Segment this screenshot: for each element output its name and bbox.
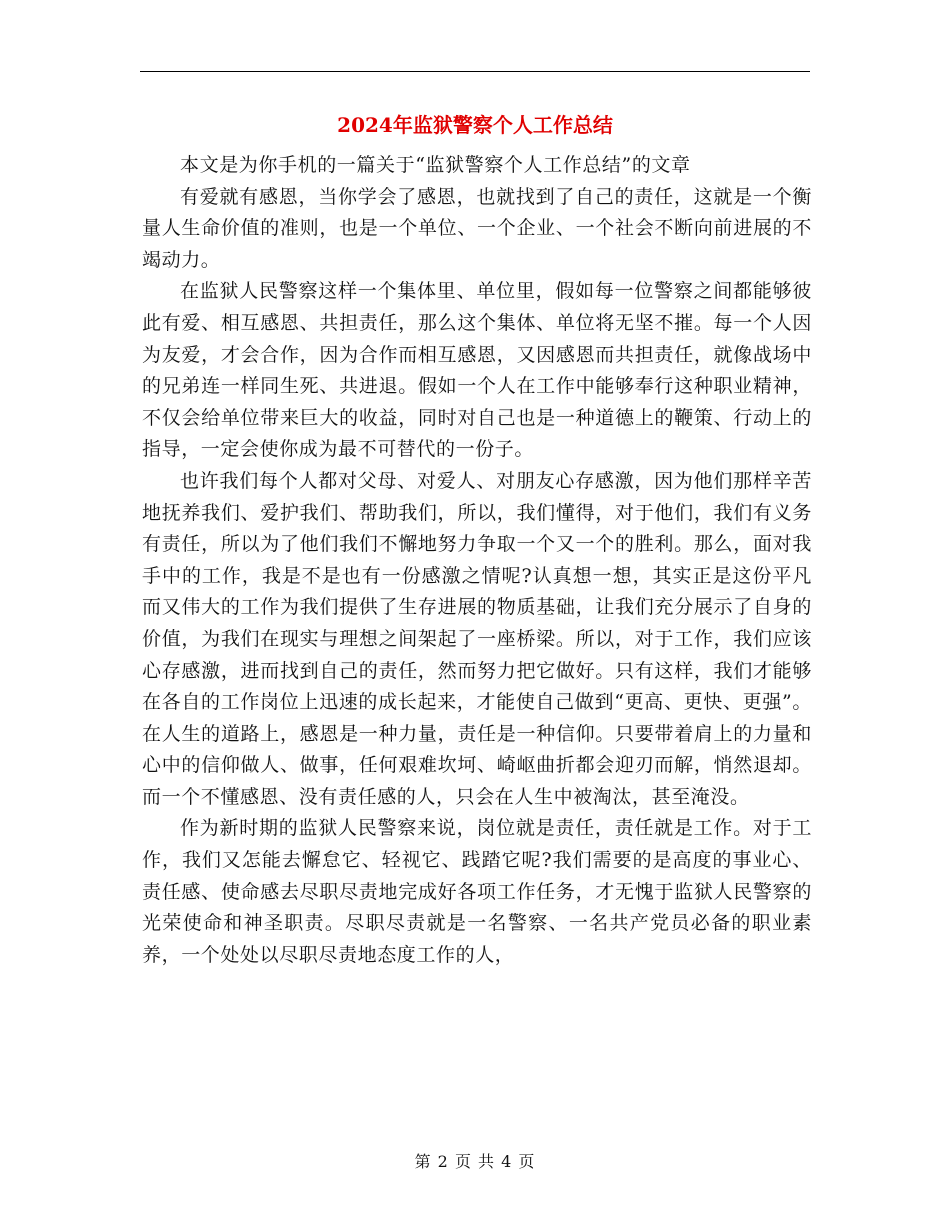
document-title: 2024年监狱警察个人工作总结: [337, 113, 613, 137]
document-body: [142, 150, 812, 971]
paragraph-1: 有爱就有感恩，当你学会了感恩，也就找到了自己的责任，这就是一个衡量人生命价值的准则，也是一个单位、一个企业、一个社会不断向前进展的不竭动力。: [142, 185, 812, 271]
paragraph-2: 在监狱人民警察这样一个集体里、单位里，假如每一位警察之间都能够彼此有爱、相互感恩、共担责任，那么这个集体、单位将无坚不摧。每一个人因为友爱，才会合作，因为合作而相互感恩，又因感恩而共担责任，就像战场中的兄弟连一样同生死、共进退。假如一个人在工作中能够奉行这种职业精神，不仅会给单位带来巨大的收益，同时对自己也是一种道德上的鞭策、行动上的指导，一定会使你成为最不可替代的一份子。: [142, 280, 812, 461]
paragraph-3: 也许我们每个人都对父母、对爱人、对朋友心存感激，因为他们那样辛苦地抚养我们、爱护我们、帮助我们，所以，我们懂得，对于他们，我们有义务有责任，所以为了他们我们不懈地努力争取一个又一个的胜利。那么，面对我手中的工作，我是不是也有一份感激之情呢?认真想一想，其实正是这份平凡而又伟大的工作为我们提供了生存进展的物质基础，让我们充分展示了自身的价值，为我们在现实与理想之间架起了一座桥梁。所以，对于工作，我们应该心存感激，进而找到自己的责任，然而努力把它做好。只有这样，我们才能够在各自的工作岗位上迅速的成长起来，才能使自己做到“更高、更快、更强”。 在人生的道路上，感恩是一种力量，责任是一种信仰。只要带着肩上的力量和心中的信仰做人、做事，任何艰难坎坷、崎岖曲折都会迎刃而解，悄然退却。而一个不懂感恩、没有责任感的人，只会在人生中被淘汰，甚至淹没。: [142, 469, 812, 808]
page-number-footer: 第 2 页 共 4 页: [414, 1152, 536, 1171]
header-rule: [140, 71, 810, 72]
paragraph-4: 作为新时期的监狱人民警察来说，岗位就是责任，责任就是工作。对于工作，我们又怎能去懈怠它、轻视它、践踏它呢?我们需要的是高度的事业心、责任感、使命感去尽职尽责地完成好各项工作任务，才无愧于监狱人民警察的光荣使命和神圣职责。尽职尽责就是一名警察、一名共产党员必备的职业素养，一个处处以尽职尽责地态度工作的人，: [142, 817, 812, 966]
paragraph-intro: 本文是为你手机的一篇关于“监狱警察个人工作总结”的文章: [180, 154, 691, 176]
